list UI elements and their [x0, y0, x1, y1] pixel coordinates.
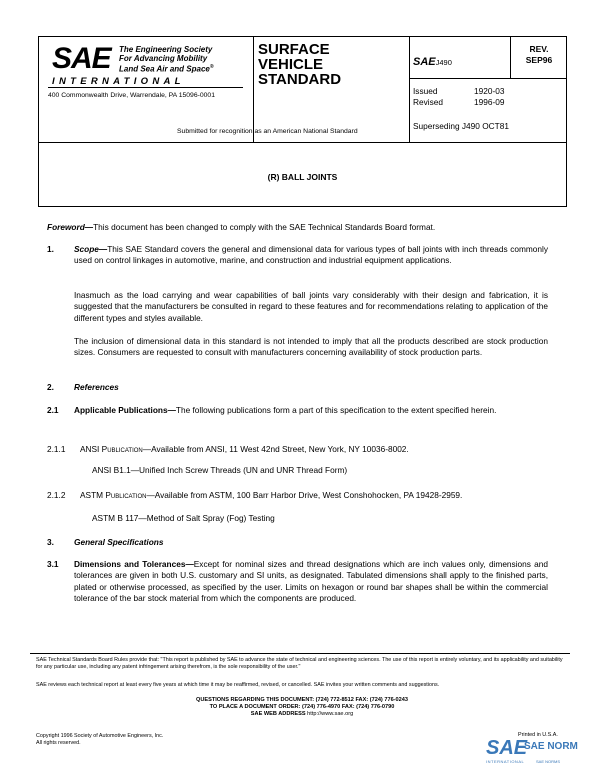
applicable-publications	[74, 405, 548, 416]
web-label: SAE WEB ADDRESS	[250, 711, 306, 717]
subsection-text: Available from ASTM, 100 Barr Harbor Drive, West Conshohocken, PA 19428-2959.	[154, 490, 463, 500]
doc-brand: SAE	[413, 56, 436, 68]
rev-value: SEP96	[525, 55, 553, 65]
subsection-text: Available from ANSI, 11 West 42nd Street, New York, NY 10036-8002.	[151, 444, 409, 454]
section-heading: General Specifications	[74, 537, 164, 547]
stamp-sub: INTERNATIONAL	[486, 759, 525, 764]
footer-rule	[30, 653, 570, 654]
section-number: 1.	[47, 244, 54, 254]
paragraph: Inasmuch as the load carrying and wear capabilities of ball joints vary considerably with their design and fabrication, it is suggested that the manufacturers be consulted in regard to these features and for recommendations relating to application of the different types and styles available.	[74, 290, 548, 323]
policy-text: SAE Technical Standards Board Rules provide that: "This report is published by SAE to advance the state of technical and engineering sciences. The use of this report is entirely voluntary, and its applicability and suitability for any particular use, including any patent infringement arising therefrom, is the sole responsibility of the user."	[36, 657, 563, 670]
contact-questions: QUESTIONS REGARDING THIS DOCUMENT: (724) 772-8512 FAX: (724) 776-0243	[195, 697, 408, 703]
section-number: 2.1	[47, 405, 59, 415]
paragraph: The inclusion of dimensional data in this standard is not intended to imply that all the products described are stock production sizes. Consumers are requested to consult with manufacturers concerning availability of stock production parts.	[74, 336, 548, 358]
web-link[interactable]: http://www.sae.org	[307, 711, 354, 717]
web-address	[36, 711, 568, 718]
foreword-text: This document has been changed to comply with the SAE Technical Standards Board format.	[93, 222, 436, 232]
scope-label: Scope—	[74, 244, 108, 254]
registered-mark: ®	[209, 64, 214, 70]
section-number: 2.	[47, 382, 54, 392]
reference-item: ASTM B 117—Method of Salt Spray (Fog) Testing	[92, 513, 275, 523]
subsection-label: ANSI Publication—	[80, 444, 152, 454]
doc-number	[413, 52, 452, 70]
logo-tagline	[119, 45, 229, 74]
section-number: 3.1	[47, 559, 59, 569]
review-text: SAE reviews each technical report at least every five years at which time it may be reaffirmed, revised, or cancelled. SAE invites your written comments and suggestions.	[36, 682, 440, 688]
logo-international: INTERNATIONAL	[52, 76, 185, 87]
subsection-text: The following publications form a part of this specification to the extent specified herein.	[175, 405, 497, 415]
revised-value: 1996-09	[474, 97, 505, 107]
doc-type-line: STANDARD	[258, 71, 342, 88]
subsection-text: Except for nominal sizes and thread designations which are inch values only, dimensions and tolerances are given in both U.S. customary and SI units, as designated. Tabulated dimensions shall apply to the finished parts, plated or otherwise processed, as specified by the user. Limits on hexagon or round bar shapes shall be within the commercial tolerance of the bar stock material from which the components are produced.	[74, 559, 548, 604]
scope-text: This SAE Standard covers the general and dimensional data for various types of ball joints with inch threads commonly used on control linkages in automotive, marine, and construction and industrial equipment applications.	[74, 244, 548, 266]
subsection-label: Applicable Publications—	[74, 405, 176, 415]
logo-rule	[48, 87, 243, 88]
address: 400 Commonwealth Drive, Warrendale, PA 15096-0001	[48, 92, 215, 99]
section-number: 3.	[47, 537, 54, 547]
stamp-mark: SAE	[486, 737, 528, 759]
supersedes: Superseding J490 OCT81	[413, 121, 509, 131]
foreword-label: Foreword—	[47, 222, 94, 232]
ansi-publication	[80, 444, 560, 455]
issued-label: Issued	[413, 86, 438, 96]
stamp-text: SAE NORM	[524, 741, 578, 752]
recognition-note: Submitted for recognition as an American National Standard	[177, 128, 358, 135]
foreword	[47, 222, 557, 233]
printed-in: Printed in U.S.A.	[518, 732, 558, 738]
subsection-label: ASTM Publication—	[80, 490, 155, 500]
revised-label: Revised	[413, 97, 443, 107]
copyright: Copyright 1996 Society of Automotive Engineers, Inc.	[36, 733, 164, 739]
section-number: 2.1.1	[47, 444, 66, 454]
logo-line: The Engineering Society	[119, 45, 213, 54]
logo-line: For Advancing Mobility	[119, 54, 208, 63]
divider	[409, 78, 566, 79]
logo-line: Land Sea Air and Space	[119, 64, 210, 74]
reference-item: ANSI B1.1—Unified Inch Screw Threads (UN and UNR Thread Form)	[92, 465, 348, 475]
rev-label: REV.	[529, 44, 549, 54]
doc-type-line: VEHICLE	[258, 56, 324, 73]
sae-logo	[52, 44, 111, 74]
subsection-label: Dimensions and Tolerances—	[74, 559, 194, 569]
document-title: (R) BALL JOINTS	[267, 172, 338, 182]
divider	[253, 37, 254, 142]
doc-number-value: J490	[435, 58, 452, 67]
rights: All rights reserved.	[36, 740, 81, 746]
dimensions-tolerances	[74, 559, 548, 605]
issued-value: 1920-03	[474, 86, 505, 96]
stamp-sub2: SAE NORMS	[536, 759, 561, 764]
scope-paragraph	[74, 244, 548, 267]
section-number: 2.1.2	[47, 490, 66, 500]
revision-box	[511, 44, 567, 66]
sae-logo-mark: SAE	[52, 42, 111, 75]
divider	[409, 37, 410, 142]
sae-norm-stamp	[486, 737, 578, 768]
section-heading: References	[74, 382, 119, 392]
doc-type	[258, 42, 341, 87]
astm-publication	[80, 490, 560, 501]
contact-orders: TO PLACE A DOCUMENT ORDER: (724) 776-4970 FAX: (724) 776-0790	[209, 704, 395, 710]
doc-type-line: SURFACE	[258, 41, 330, 58]
